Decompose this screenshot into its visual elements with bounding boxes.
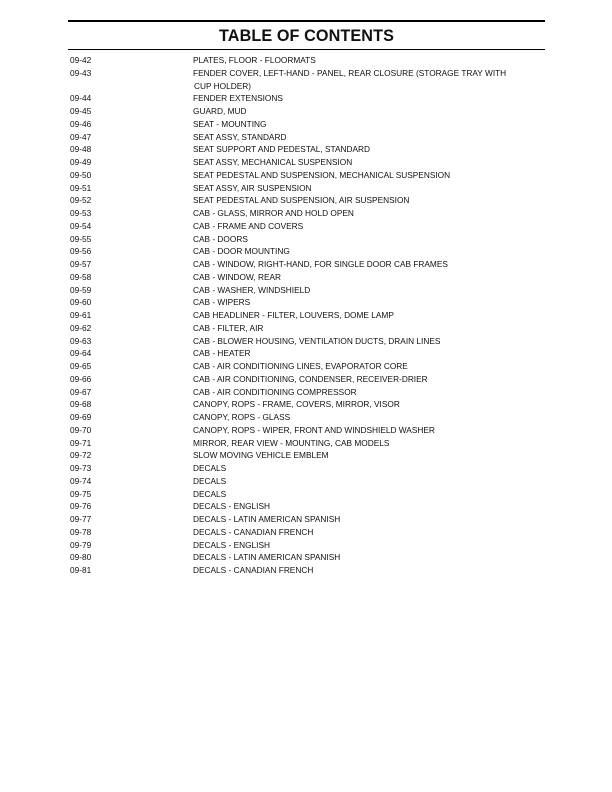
toc-entry-title <box>193 322 513 335</box>
toc-entry-title-line: SEAT ASSY, AIR SUSPENSION <box>193 182 312 193</box>
toc-entry <box>70 118 545 131</box>
toc-entry-code: 09-72 <box>70 450 92 461</box>
toc-entry-code: 09-46 <box>70 118 92 129</box>
toc-entry-code: 09-57 <box>70 259 92 269</box>
toc-entry-title-line: SEAT ASSY, STANDARD <box>193 131 287 142</box>
toc-entry-title-line: SEAT - MOUNTING <box>193 118 267 129</box>
toc-entry-title <box>193 118 513 131</box>
header-bottom-rule <box>68 49 545 50</box>
toc-entry-code: 09-45 <box>70 106 92 116</box>
toc-entry <box>70 526 545 539</box>
toc-entry-title <box>193 513 513 526</box>
toc-entry-title <box>193 551 513 564</box>
toc-entry-title <box>193 462 513 475</box>
toc-entry-code: 09-78 <box>70 526 92 537</box>
toc-entry <box>70 220 545 233</box>
toc-entry-code: 09-66 <box>70 373 92 384</box>
toc-entry-title-line: PLATES, FLOOR - FLOORMATS <box>193 55 316 65</box>
toc-entry <box>70 182 545 195</box>
toc-entry-code: 09-65 <box>70 361 92 371</box>
toc-entry-title-line: CUP HOLDER) <box>194 80 252 91</box>
toc-entry-title-line: MIRROR, REAR VIEW - MOUNTING, CAB MODELS <box>193 437 390 448</box>
toc-entry <box>70 373 545 386</box>
toc-entry-title-line: SEAT PEDESTAL AND SUSPENSION, AIR SUSPENSION <box>193 195 410 206</box>
toc-entry <box>70 271 545 284</box>
toc-entry-title <box>193 335 513 348</box>
toc-entry-code: 09-56 <box>70 246 92 257</box>
toc-entry <box>70 564 545 577</box>
toc-entry-title <box>193 347 513 360</box>
toc-entry-title-line: SEAT PEDESTAL AND SUSPENSION, MECHANICAL SUSPENSION <box>193 169 451 180</box>
toc-entry-title <box>193 373 513 386</box>
toc-list <box>70 54 545 577</box>
toc-entry-code: 09-76 <box>70 501 92 512</box>
toc-entry <box>70 233 545 246</box>
toc-entry-title <box>193 105 513 118</box>
toc-entry <box>70 551 545 564</box>
toc-entry-title-line: CAB - GLASS, MIRROR AND HOLD OPEN <box>193 208 354 218</box>
toc-entry-code: 09-51 <box>70 182 92 193</box>
toc-entry-code: 09-54 <box>70 220 92 231</box>
toc-entry-title <box>193 156 513 169</box>
toc-entry-title-line: CAB - AIR CONDITIONING LINES, EVAPORATOR CORE <box>193 361 408 371</box>
toc-entry-title <box>193 207 513 220</box>
toc-entry-title-line: CAB - WASHER, WINDSHIELD <box>193 284 311 295</box>
toc-entry-title <box>193 54 513 67</box>
toc-entry-title <box>193 143 513 156</box>
toc-entry-title-line: CANOPY, ROPS - WIPER, FRONT AND WINDSHIELD WASHER <box>193 424 435 435</box>
toc-entry <box>70 335 545 348</box>
toc-entry-code: 09-44 <box>70 93 92 104</box>
toc-entry-title-line: GUARD, MUD <box>193 106 247 116</box>
toc-entry-title-line: DECALS <box>193 463 227 473</box>
toc-entry-title <box>193 271 513 284</box>
toc-entry-title-line: DECALS - ENGLISH <box>193 539 270 550</box>
toc-entry <box>70 386 545 399</box>
toc-entry-title-line: FENDER COVER, LEFT-HAND - PANEL, REAR CLOSURE (STORAGE TRAY WITH <box>193 67 507 78</box>
toc-entry <box>70 309 545 322</box>
toc-entry <box>70 437 545 450</box>
toc-entry-title-line: DECALS - LATIN AMERICAN SPANISH <box>193 552 341 563</box>
toc-entry-title-line: FENDER EXTENSIONS <box>193 93 283 104</box>
toc-entry-title-line: CAB - WINDOW, REAR <box>193 271 282 282</box>
toc-entry <box>70 513 545 526</box>
toc-entry-title <box>193 424 513 437</box>
toc-entry <box>70 54 545 67</box>
toc-entry-code: 09-60 <box>70 297 92 308</box>
toc-entry-code: 09-59 <box>70 284 92 295</box>
toc-entry-code: 09-47 <box>70 131 92 142</box>
toc-entry-title-line: CAB - WINDOW, RIGHT-HAND, FOR SINGLE DOOR CAB FRAMES <box>193 259 448 269</box>
toc-entry <box>70 245 545 258</box>
toc-entry-title <box>193 539 513 552</box>
toc-entry-title-line: DECALS - LATIN AMERICAN SPANISH <box>193 514 341 524</box>
toc-entry <box>70 347 545 360</box>
toc-entry-title <box>193 284 513 297</box>
toc-entry-code: 09-70 <box>70 424 92 435</box>
toc-entry-title-line: CAB - DOOR MOUNTING <box>193 246 290 257</box>
toc-entry-title <box>193 386 513 399</box>
toc-entry-code: 09-75 <box>70 488 92 499</box>
toc-entry-code: 09-64 <box>70 348 92 359</box>
toc-entry <box>70 194 545 207</box>
toc-entry-title-line: CAB - WIPERS <box>193 297 251 308</box>
toc-entry-title <box>193 488 513 501</box>
toc-entry-title <box>193 309 513 322</box>
toc-entry-title <box>193 169 513 182</box>
toc-entry-title-line: DECALS - ENGLISH <box>193 501 270 512</box>
toc-entry-code: 09-67 <box>70 386 92 397</box>
toc-entry <box>70 424 545 437</box>
header-top-rule <box>68 20 545 22</box>
toc-entry-title-line: SEAT ASSY, MECHANICAL SUSPENSION <box>193 157 353 167</box>
toc-entry <box>70 411 545 424</box>
toc-entry <box>70 284 545 297</box>
toc-entry <box>70 131 545 144</box>
toc-entry <box>70 105 545 118</box>
toc-entry-code: 09-73 <box>70 463 92 473</box>
toc-entry-title-line: CAB - HEATER <box>193 348 251 359</box>
toc-entry-title-line: SLOW MOVING VEHICLE EMBLEM <box>193 450 329 461</box>
toc-entry <box>70 475 545 488</box>
toc-entry <box>70 92 545 105</box>
toc-entry-code: 09-81 <box>70 565 92 575</box>
toc-entry <box>70 462 545 475</box>
toc-entry <box>70 156 545 169</box>
toc-entry-code: 09-74 <box>70 475 92 486</box>
toc-entry <box>70 258 545 271</box>
toc-entry-title <box>193 437 513 450</box>
toc-entry-title <box>193 182 513 195</box>
toc-entry-title <box>193 449 513 462</box>
toc-entry-title-line: DECALS - CANADIAN FRENCH <box>193 565 314 575</box>
toc-entry <box>70 296 545 309</box>
toc-entry <box>70 539 545 552</box>
toc-entry-code: 09-48 <box>70 144 92 155</box>
toc-entry-title <box>193 258 513 271</box>
toc-entry <box>70 207 545 220</box>
toc-entry-code: 09-50 <box>70 169 92 180</box>
toc-entry-code: 09-61 <box>70 310 92 320</box>
toc-entry-title-line: CANOPY, ROPS - FRAME, COVERS, MIRROR, VISOR <box>193 399 400 410</box>
toc-entry-title-line: CAB - BLOWER HOUSING, VENTILATION DUCTS, DRAIN LINES <box>193 335 441 346</box>
toc-entry-code: 09-53 <box>70 208 92 218</box>
toc-entry-title-line: CAB HEADLINER - FILTER, LOUVERS, DOME LAMP <box>193 310 394 320</box>
toc-entry-code: 09-58 <box>70 271 92 282</box>
toc-entry-title <box>193 360 513 373</box>
toc-entry-title <box>193 131 513 144</box>
page-title: TABLE OF CONTENTS <box>219 27 394 45</box>
toc-entry-title-line: CAB - FRAME AND COVERS <box>193 220 304 231</box>
toc-entry-code: 09-52 <box>70 195 92 206</box>
toc-entry-title <box>193 233 513 246</box>
toc-entry-code: 09-62 <box>70 322 92 333</box>
toc-entry-title <box>193 526 513 539</box>
toc-entry-title <box>193 92 513 105</box>
toc-entry <box>70 322 545 335</box>
toc-entry-title <box>193 398 513 411</box>
toc-entry-title-line: DECALS <box>193 488 227 499</box>
toc-entry-title-line: DECALS <box>193 475 227 486</box>
toc-entry-title-line: CANOPY, ROPS - GLASS <box>193 412 291 422</box>
toc-entry-code: 09-68 <box>70 399 92 410</box>
toc-entry <box>70 169 545 182</box>
toc-entry-title <box>193 67 513 93</box>
toc-entry-code: 09-80 <box>70 552 92 563</box>
toc-entry-title-line: CAB - DOORS <box>193 233 248 244</box>
toc-entry-code: 09-49 <box>70 157 92 167</box>
toc-entry-title-line: SEAT SUPPORT AND PEDESTAL, STANDARD <box>193 144 371 155</box>
toc-entry <box>70 500 545 513</box>
toc-entry-title <box>193 500 513 513</box>
toc-entry-code: 09-55 <box>70 233 92 244</box>
toc-entry-code: 09-42 <box>70 55 92 65</box>
toc-entry <box>70 143 545 156</box>
toc-entry-title-line: CAB - AIR CONDITIONING COMPRESSOR <box>193 386 357 397</box>
toc-entry-title <box>193 245 513 258</box>
toc-entry-title-line: DECALS - CANADIAN FRENCH <box>193 526 314 537</box>
toc-entry-title-line: CAB - AIR CONDITIONING, CONDENSER, RECEIVER-DRIER <box>193 373 428 384</box>
toc-entry <box>70 67 545 93</box>
toc-entry <box>70 449 545 462</box>
toc-entry-code: 09-79 <box>70 539 92 550</box>
toc-entry-title <box>193 564 513 577</box>
toc-entry <box>70 398 545 411</box>
toc-entry-code: 09-63 <box>70 335 92 346</box>
toc-entry <box>70 360 545 373</box>
toc-entry <box>70 488 545 501</box>
toc-entry-title <box>193 411 513 424</box>
toc-entry-title <box>193 296 513 309</box>
toc-entry-title <box>193 194 513 207</box>
toc-entry-code: 09-43 <box>70 67 92 78</box>
toc-entry-code: 09-69 <box>70 412 92 422</box>
toc-entry-title <box>193 475 513 488</box>
toc-entry-title-line: CAB - FILTER, AIR <box>193 322 264 333</box>
toc-entry-code: 09-77 <box>70 514 92 524</box>
toc-entry-code: 09-71 <box>70 437 92 448</box>
toc-entry-title <box>193 220 513 233</box>
